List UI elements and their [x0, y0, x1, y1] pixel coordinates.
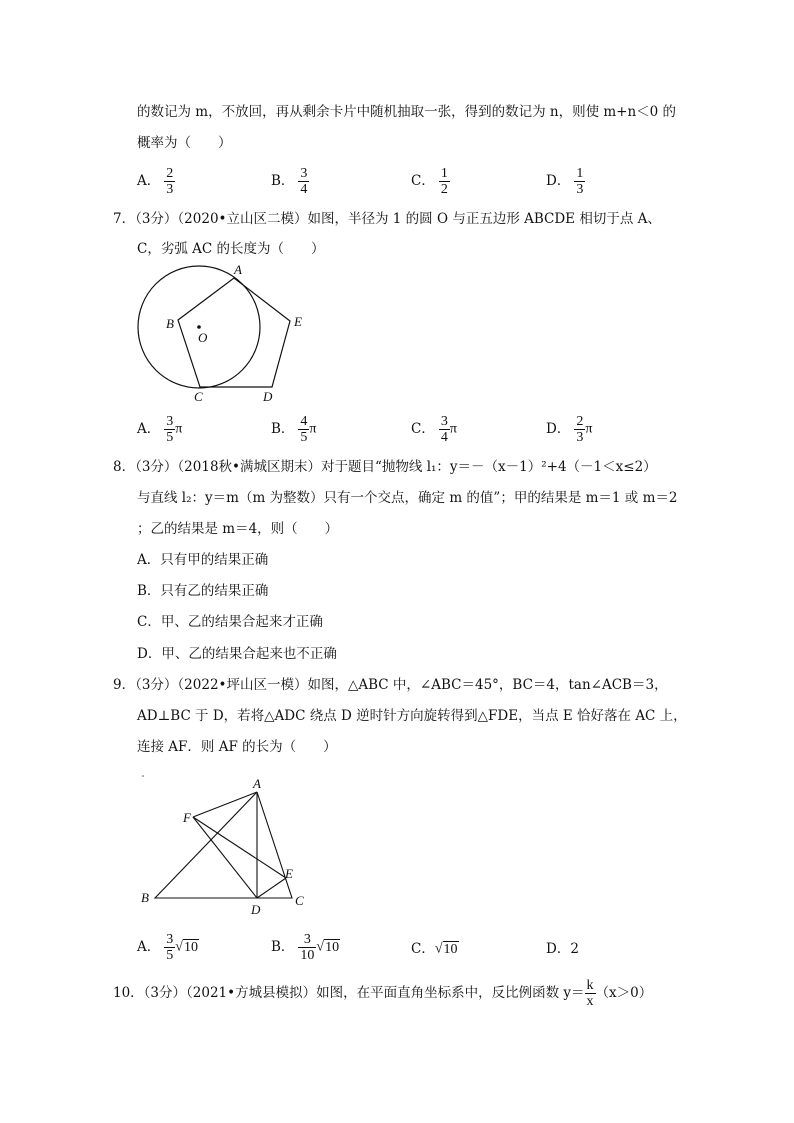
label-b: B	[166, 316, 174, 331]
segment-fa	[193, 792, 257, 817]
q9-line-2: AD⊥BC 于 D，若将△ADC 绕点 D 逆时针方向旋转得到△FDE，当点 E 恰好落在 AC 上，	[137, 708, 687, 724]
q9-option-a: A． $\frac{3}{5}$ √10	[137, 932, 198, 963]
label-a: A	[253, 776, 261, 791]
label-e: E	[285, 866, 293, 881]
q8-line-1: 8．（3分）（2018秋•满城区期末）对于题目“抛物线 l₁：y＝－（x－1）²+4（－1＜x≤2）	[113, 459, 657, 475]
triangle-abc	[155, 792, 292, 898]
center-point	[197, 325, 201, 329]
pentagon-abcde	[178, 278, 290, 387]
label-o: O	[198, 330, 208, 345]
q8-option-b: B．只有乙的结果正确	[137, 583, 269, 599]
q7-option-c: C． $\frac{3}{4}$ π	[411, 414, 457, 445]
q7-option-a: A． $\frac{3}{5}$ π	[137, 414, 183, 445]
label-c: C	[295, 893, 304, 908]
q9-option-b: B． $\frac{3}{10}$ √10	[271, 932, 340, 963]
q6-option-d: D． $\frac{1}{3}$	[546, 166, 584, 197]
q7-option-b: B． $\frac{4}{5}$ π	[271, 414, 317, 445]
q6-line-2: 概率为（ ）	[137, 135, 232, 151]
q7-line-1: 7．（3分）（2020•立山区二模）如图，半径为 1 的圆 O 与正五边形 ABCDE 相切于点 A、	[113, 211, 661, 227]
q9-option-d: D．2	[546, 941, 579, 957]
q6-line-1: 的数记为 m，不放回，再从剩余卡片中随机抽取一张，得到的数记为 n，则使 m+n＜0 的	[137, 104, 677, 120]
label-b: B	[141, 890, 149, 905]
q9-line-3: 连接 AF．则 AF 的长为（ ）	[137, 739, 337, 755]
q6-option-a: A． $\frac{2}{3}$	[137, 166, 174, 197]
label-f: F	[183, 810, 191, 825]
q10-line-1: 10．（3分）（2021•方城县模拟）如图，在平面直角坐标系中，反比例函数 y＝ $\frac{k}{x}$ （x＞0）	[113, 978, 653, 1009]
label-c: C	[194, 389, 203, 404]
q8-option-d: D．甲、乙的结果合起来也不正确	[137, 646, 337, 662]
stray-dot	[142, 775, 144, 777]
q9-line-1: 9．（3分）（2022•坪山区一模）如图，△ABC 中，∠ABC＝45°，BC＝4，tan∠ACB＝3，	[113, 677, 668, 693]
q7-figure	[130, 262, 320, 412]
q9-figure	[135, 772, 325, 920]
label-d: D	[251, 902, 261, 917]
q8-line-3: ；乙的结果是 m＝4，则（ ）	[137, 521, 339, 537]
segment-de	[257, 878, 286, 898]
q8-option-a: A．只有甲的结果正确	[137, 552, 269, 568]
q6-option-b: B． $\frac{3}{4}$	[271, 166, 308, 197]
label-e: E	[294, 314, 302, 329]
q6-option-c: C． $\frac{1}{2}$	[411, 166, 448, 197]
q9-option-c: C．√10	[411, 941, 458, 957]
q8-line-2: 与直线 l₂：y＝m（m 为整数）只有一个交点，确定 m 的值”；甲的结果是 m＝1 或 m＝2	[137, 490, 678, 506]
label-d: D	[263, 389, 273, 404]
segment-fd	[193, 817, 257, 898]
label-a: A	[234, 262, 242, 277]
segment-fe	[193, 817, 286, 878]
q7-line-2: C，劣弧 AC 的长度为（ ）	[137, 241, 325, 257]
q8-option-c: C．甲、乙的结果合起来才正确	[137, 614, 323, 630]
q7-option-d: D． $\frac{2}{3}$ π	[546, 414, 593, 445]
